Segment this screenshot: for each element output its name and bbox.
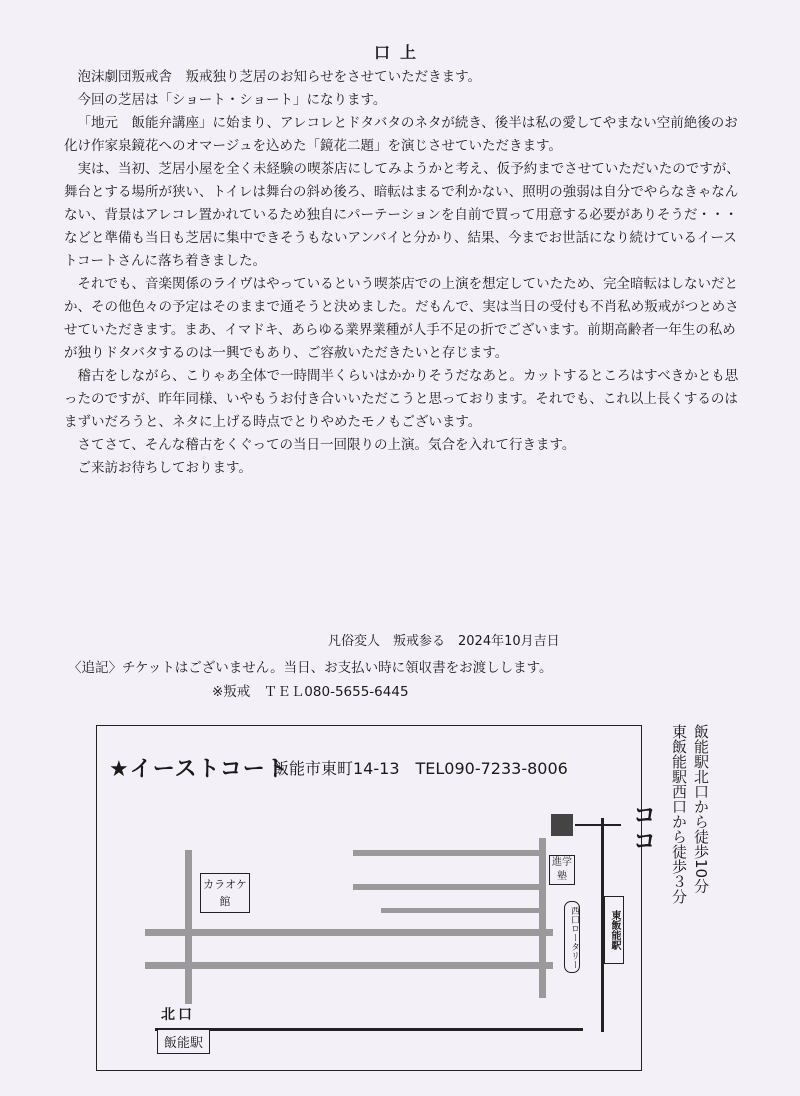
pointer-line — [575, 824, 621, 826]
road — [145, 962, 553, 969]
venue-name: ★イーストコート — [109, 757, 289, 782]
page-title: 口上 — [373, 43, 426, 62]
paragraph: さてさて、そんな稽古をくぐっての当日一回限りの上演。気合を入れて行きます。 — [77, 437, 576, 453]
karaoke-label: カラオケ館 — [200, 873, 250, 913]
access-map — [96, 725, 656, 1071]
paragraph: 実は、当初、芝居小屋を全く未経験の喫茶店にしてみようかと考え、仮予約までさせていただいたのですが、舞台とする場所が狭い、トイレは舞台の斜め後ろ、暗転はまるで利かない、照明の強弱は自分でやらなきゃなんない、背景はアレコレ置かれているため独自にパーテーションを自前で買って用意する必要がありそうだ・・・などと準備も当日も芝居に集中できそうもないアンバイと分かり、結果、今までお世話になり続けているイーストコートさんに落ち着きました。 — [64, 161, 740, 269]
paragraph: 稽古をしながら、こりゃあ全体で一時間半くらいはかかりそうだなあと。カットするところはすべきかとも思ったのですが、昨年同様、いやもうお付き合いいただこうと思っております。それでも、これ以上長くするのはまずいだろうと、ネタに上げる時点でとりやめたモノもございます。 — [64, 368, 739, 430]
west-rotary-label: 西口ロータリー — [564, 901, 580, 973]
paragraph: 「地元 飯能弁講座」に始まり、アレコレとドタバタのネタが続き、後半は私の愛してやまない空前絶後のお化け作家泉鏡花へのオマージュを込めた「鏡花二題」を演じさせていただきます。 — [64, 115, 738, 154]
road — [353, 850, 543, 856]
announcement-body — [64, 66, 740, 480]
paragraph: ご来訪お待ちしております。 — [77, 460, 252, 476]
north-exit-label: 北口 — [161, 1007, 195, 1023]
venue-marker — [551, 814, 573, 836]
paragraph: 泡沫劇団叛戒舎 叛戒独り芝居のお知らせをさせていただきます。 — [77, 69, 482, 85]
access-line: 飯能駅北口から徒歩10分 — [692, 724, 710, 894]
road — [381, 908, 545, 913]
here-label: ココ — [628, 802, 656, 854]
railway — [155, 1028, 583, 1031]
higashi-hanno-station-label: 東飯能駅 — [604, 896, 624, 964]
road — [353, 884, 543, 890]
venue-address: 飯能市東町14-13 TEL090-7233-8006 — [273, 759, 568, 778]
road — [539, 838, 546, 998]
access-directions — [668, 724, 712, 954]
signature: 凡俗変人 叛戒参る 2024年10月吉日 — [328, 634, 560, 649]
juku-label: 進学塾 — [549, 855, 575, 885]
paragraph: それでも、音楽関係のライヴはやっているという喫茶店での上演を想定していたため、完全暗転はしないだとか、その他色々の予定はそのままで通そうと決めました。だもんで、実は当日の受付も不肖私め叛戒がつとめさせていただきます。まあ、イマドキ、あらゆる業界業種が人手不足の折でございます。前期高齢者一年生の私めが独りドタバタするのは一興でもあり、ご容赦いただきたいと存じます。 — [64, 276, 739, 361]
postscript-note: 〈追記〉チケットはございません。当日、お支払い時に領収書をお渡しします。 — [68, 660, 553, 676]
paragraph: 今回の芝居は「ショート・ショート」になります。 — [77, 92, 387, 108]
hanno-station-label: 飯能駅 — [157, 1029, 210, 1054]
access-line: 東飯能駅西口から徒歩３分 — [670, 724, 688, 904]
road — [145, 929, 553, 936]
contact-phone: ※叛戒 ＴＥＬ080-5655-6445 — [212, 684, 409, 700]
road — [185, 850, 192, 1004]
